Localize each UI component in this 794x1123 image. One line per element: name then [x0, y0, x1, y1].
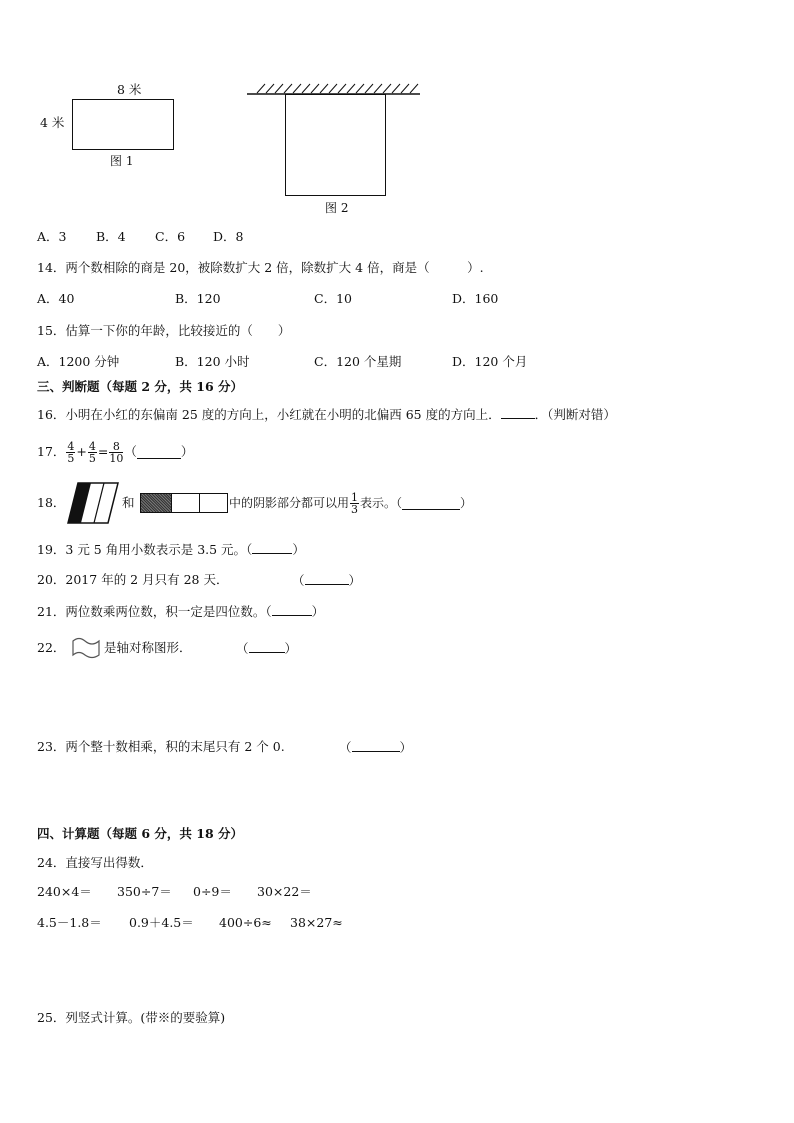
q22-answer-blank[interactable] — [249, 640, 285, 653]
q25-text: 25．列竖式计算。(带※的要验算) — [37, 1010, 226, 1025]
q18-num: 18． — [37, 495, 66, 510]
q16-tail: ．（判断对错） — [534, 407, 616, 422]
q17-paren-open: （ — [124, 444, 137, 459]
q15-option-b: B．120 小时 — [175, 354, 250, 369]
q18-answer-blank[interactable] — [402, 497, 460, 510]
q19-close: ） — [292, 542, 305, 557]
q21 — [37, 603, 324, 620]
q24-text: 24．直接写出得数． — [37, 855, 153, 870]
q17-plus: + — [76, 444, 87, 459]
section-4-heading: 四、计算题（每题 6 分，共 18 分） — [37, 826, 244, 841]
q19 — [37, 541, 305, 558]
q21-text: 21．两位数乘两位数，积一定是四位数。（ — [37, 604, 272, 619]
q17-paren-close: ） — [180, 444, 194, 459]
fig2-square — [285, 94, 386, 196]
fig1-caption: 图 1 — [110, 154, 134, 168]
fig1-top-label: 8 米 — [117, 82, 142, 97]
q14-option-d: D．160 — [452, 291, 499, 306]
q16 — [37, 406, 616, 423]
fig2-caption: 图 2 — [325, 201, 349, 215]
q15-option-a: A．1200 分钟 — [37, 354, 120, 369]
q24-expr-2: 350÷7＝ — [117, 884, 172, 899]
q17-num: 17． — [37, 444, 66, 459]
q22-text: 是轴对称图形． — [104, 640, 192, 655]
q18-strip-figure — [140, 493, 228, 513]
q23-answer-blank[interactable] — [352, 739, 400, 752]
q17-equals: = — [97, 444, 109, 459]
q17-fraction-3: $\frac{8}{10}$ — [109, 439, 124, 465]
q24-expr-7: 400÷6≈ — [219, 915, 272, 930]
q20-answer-blank[interactable] — [305, 572, 349, 585]
q14-option-b: B．120 — [175, 291, 221, 306]
q18-and: 和 — [122, 495, 135, 510]
q17 — [37, 436, 193, 468]
q24-expr-8: 38×27≈ — [290, 915, 343, 930]
q18-mid: 中的阴影部分都可以用 — [229, 496, 350, 510]
q22-paren: （ ） — [236, 641, 298, 656]
q13-option-d: D．8 — [213, 229, 244, 244]
q22-num: 22． — [37, 640, 66, 655]
q14-option-c: C．10 — [314, 291, 352, 306]
section-3-heading: 三、判断题（每题 2 分，共 16 分） — [37, 379, 244, 394]
q18-close: ） — [460, 496, 473, 510]
q15-option-c: C．120 个星期 — [314, 354, 402, 369]
q19-text: 19．3 元 5 角用小数表示是 3.5 元。（ — [37, 542, 253, 557]
q13-option-c: C．6 — [155, 229, 186, 244]
q17-fraction-1: $\frac{4}{5}$ — [67, 439, 75, 465]
q20-paren: （ ） — [292, 573, 362, 588]
q17-fraction-2: $\frac{4}{5}$ — [88, 439, 96, 465]
q18-tail: 表示。（ — [360, 496, 403, 510]
q24-expr-1: 240×4＝ — [37, 884, 92, 899]
q13-option-a: A．3 — [37, 229, 67, 244]
q16-text: 16．小明在小红的东偏南 25 度的方向上，小红就在小明的北偏西 65 度的方向上． — [37, 407, 501, 422]
fig1-rectangle — [72, 99, 174, 150]
q17-answer-blank[interactable] — [137, 446, 181, 459]
q18-statement — [229, 487, 472, 519]
q24-expr-4: 30×22＝ — [257, 884, 312, 899]
q18-fraction: $\frac{1}{3}$ — [351, 490, 359, 516]
fig1-left-label: 4 米 — [40, 115, 65, 130]
q16-answer-blank[interactable] — [501, 406, 535, 419]
q21-close: ） — [311, 604, 325, 619]
q18-parallelogram-figure — [66, 481, 120, 525]
q24-expr-3: 0÷9＝ — [193, 884, 232, 899]
q13-option-b: B．4 — [96, 229, 126, 244]
q19-answer-blank[interactable] — [252, 541, 292, 554]
q20-text: 20．2017 年的 2 月只有 28 天． — [37, 572, 229, 587]
q15-text: 15．估算一下你的年龄，比较接近的（ ） — [37, 323, 291, 338]
q14-text: 14．两个数相除的商是 20，被除数扩大 2 倍，除数扩大 4 倍，商是（ ）. — [37, 260, 484, 275]
q21-answer-blank[interactable] — [272, 603, 312, 616]
q23-paren: （ ） — [339, 740, 413, 755]
q22-wave-shape — [70, 636, 102, 660]
q14-option-a: A．40 — [37, 291, 75, 306]
q23-text: 23．两个整十数相乘，积的末尾只有 2 个 0. — [37, 739, 285, 754]
q15-option-d: D．120 个月 — [452, 354, 528, 369]
q24-expr-6: 0.9＋4.5＝ — [129, 915, 194, 930]
q24-expr-5: 4.5－1.8＝ — [37, 915, 102, 930]
